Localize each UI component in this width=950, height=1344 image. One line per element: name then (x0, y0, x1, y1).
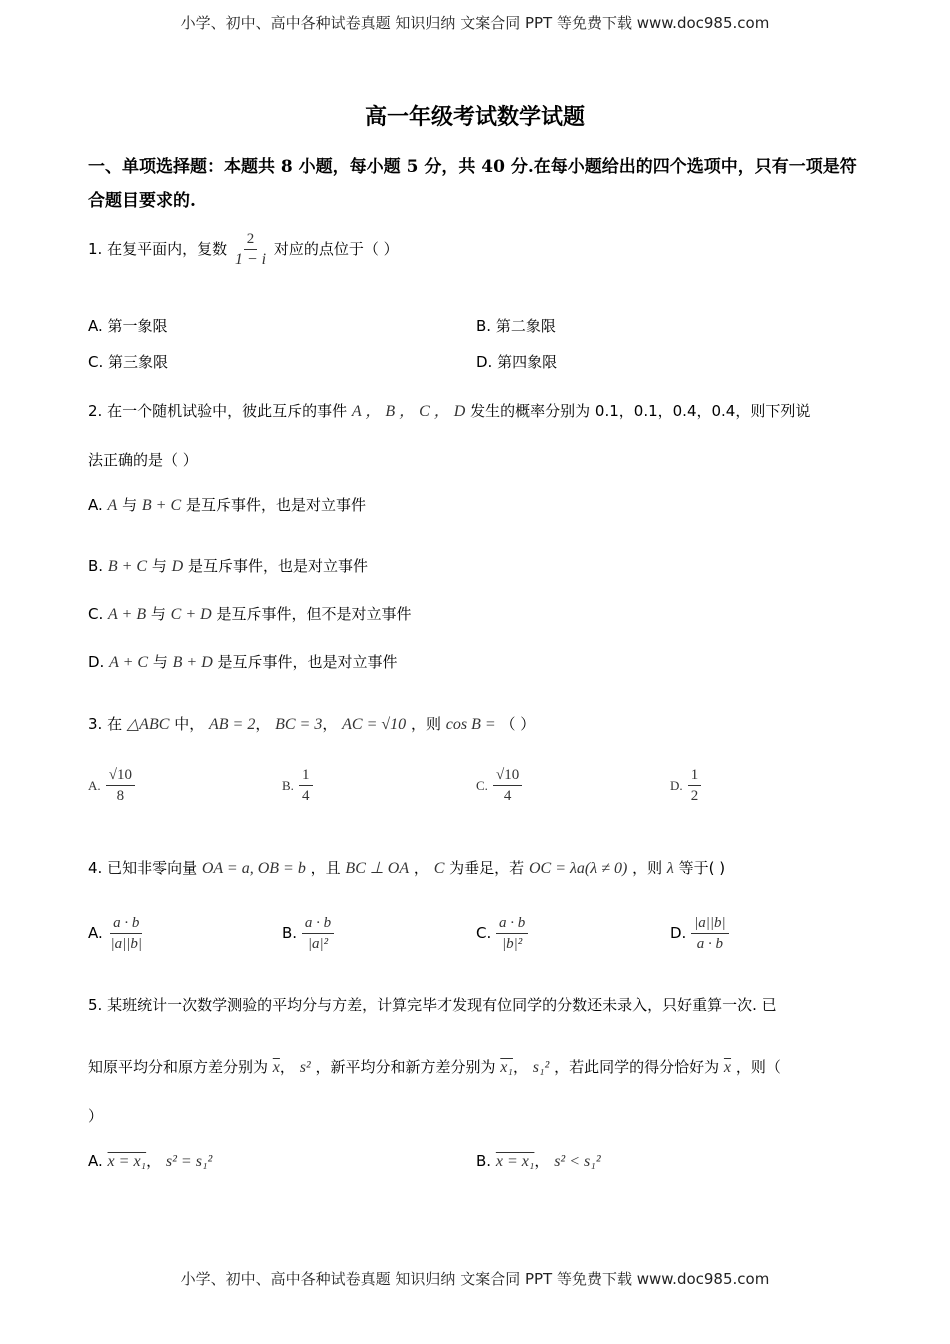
q5-text-a: 知原平均分和原方差分别为 (88, 1058, 269, 1076)
q2-option-a (88, 494, 366, 515)
q3-triangle: △ABC (126, 716, 170, 733)
q4-vectors: OA = a, OB = b (201, 860, 306, 877)
q5-xbar-2: $\overline{x}$ (723, 1059, 732, 1076)
q5-b-label: B. (476, 1152, 492, 1170)
exam-title: 高一年级考试数学试题 (364, 104, 585, 130)
q3-option-a (88, 766, 135, 805)
q4-c-num: a · b (496, 914, 528, 934)
q1-option-d: D. 第四象限 (476, 353, 558, 371)
q1-frac-num: 2 (244, 230, 258, 250)
q2-b-math2: D (171, 558, 184, 575)
q4-a-frac (108, 914, 146, 953)
q3-a-label: A. (88, 778, 101, 793)
q1-option-a: A. 第一象限 (88, 317, 168, 335)
q2-a-mid: 与 (122, 496, 138, 514)
q5-b-sep: ， (534, 1152, 550, 1170)
q5-option-b (476, 1150, 601, 1171)
q4-stem-and: ，且 (310, 859, 341, 877)
q3-d-den: 2 (690, 788, 699, 804)
q2-b-mid: 与 (151, 557, 167, 575)
q4-b-label: B. (282, 924, 298, 942)
q4-comma: ， (413, 859, 429, 877)
q3-d-label: D. (670, 778, 683, 793)
q5-s1-squared: s₁² (532, 1059, 550, 1076)
q5-text-c: ，若此同学的得分恰好为 (554, 1058, 720, 1076)
q2-c-math2: C + D (170, 606, 212, 623)
q3-stem-mid: 中， (174, 715, 205, 733)
q1-option-c: C. 第三象限 (88, 353, 169, 371)
q2-a-math2: B + C (141, 497, 182, 514)
q3-cosb: cos B = (445, 716, 496, 733)
q3-a-frac (106, 766, 135, 805)
q4-stem: 4. 已知非零向量 (88, 859, 198, 877)
q3-ab: AB = 2 (208, 716, 256, 733)
q2-stem-end: 法正确的是（ ） (88, 451, 198, 469)
q2-a-math1: A (107, 497, 118, 514)
q4-option-a (88, 914, 145, 953)
q5-a-label: A. (88, 1152, 103, 1170)
q2-b-text: 是互斥事件，也是对立事件 (188, 557, 369, 575)
page-footer: 小学、初中、高中各种试卷真题 知识归纳 文案合同 PPT 等免费下载 www.doc985.com (180, 1270, 770, 1288)
q4-b-frac (302, 914, 334, 953)
q3-c-label: C. (476, 778, 488, 793)
q3-option-b (282, 766, 313, 805)
q4-c-label: C. (476, 924, 492, 942)
q3-c-den: 4 (503, 788, 512, 804)
q4-d-den: a · b (696, 936, 723, 952)
q5-line-2: 知原平均分和原方差分别为 $\overline{x}$， s² ，新平均分和新方差分别为 x₁， s₁² ，若此同学的得分恰好为 $\overline{x}$ ，则（ (88, 1058, 781, 1076)
q5-text-d: ，则（ (735, 1058, 781, 1076)
question-2 (88, 398, 810, 421)
q5-xbar: $\overline{x}$ (272, 1059, 280, 1076)
question-1 (88, 230, 399, 269)
q4-perp: BC ⊥ OA (345, 860, 410, 877)
q2-d-label: D. (88, 653, 105, 671)
q2-d-math1: A + C (109, 654, 149, 671)
q3-option-d (670, 766, 701, 805)
q1-frac-den: 1 − i (234, 251, 267, 268)
q4-b-num: a · b (302, 914, 334, 934)
q2-c-math1: A + B (108, 606, 147, 623)
q1-fraction (232, 230, 269, 269)
q4-a-num: a · b (110, 914, 142, 934)
q5-b-math1: x = x₁ (495, 1153, 535, 1170)
q5-a-math2: s² = s₁² (165, 1153, 213, 1170)
q1-stem: 1. 在复平面内，复数 (88, 240, 228, 258)
q2-d-math2: B + D (172, 654, 213, 671)
question-3: 3. 在 △ABC 中， AB = 2， BC = 3， AC = √10 ，则 cos B = （ ） (88, 715, 536, 733)
q3-paren: （ ） (500, 715, 536, 733)
q3-d-frac (688, 766, 702, 805)
q2-stem: 2. 在一个随机试验中，彼此互斥的事件 (88, 402, 348, 420)
q4-d-label: D. (670, 924, 687, 942)
q4-option-c (476, 914, 528, 953)
q4-c-den: |b|² (502, 936, 523, 952)
q5-a-sep: ， (146, 1152, 162, 1170)
q3-b-den: 4 (302, 788, 310, 804)
q2-stem-mid: 发生的概率分别为 0.1，0.1，0.4，0.4，则下列说 (470, 402, 811, 420)
q3-b-frac (299, 766, 313, 805)
q3-a-den: 8 (116, 788, 125, 804)
q2-d-text: 是互斥事件，也是对立事件 (217, 653, 398, 671)
q2-c-text: 是互斥事件，但不是对立事件 (216, 605, 412, 623)
q5-line-3: ） (88, 1107, 104, 1125)
q4-a-den: |a||b| (110, 936, 143, 952)
q3-c-num: √10 (493, 766, 522, 786)
q1-option-b: B. 第二象限 (476, 317, 556, 335)
question-4 (88, 857, 725, 878)
q3-a-num: √10 (106, 766, 135, 786)
q4-d-frac (691, 914, 729, 953)
q2-option-c (88, 603, 412, 624)
q4-option-b (282, 914, 334, 953)
q4-stem-end: 等于( ) (678, 859, 726, 877)
question-5: 5. 某班统计一次数学测验的平均分与方差，计算完毕才发现有位同学的分数还未录入，只好重算一次. 已 (88, 996, 777, 1014)
q3-option-c (476, 766, 522, 805)
q3-b-num: 1 (299, 766, 313, 786)
page-header: 小学、初中、高中各种试卷真题 知识归纳 文案合同 PPT 等免费下载 www.doc985.com (180, 14, 770, 32)
q5-s-squared: s² (299, 1059, 311, 1076)
q3-ac: AC = √10 (342, 716, 407, 733)
q2-c-mid: 与 (150, 605, 166, 623)
q5-b-math2: s² < s₁² (554, 1153, 601, 1170)
q4-stem-then: ，则 (632, 859, 663, 877)
q4-stem-foot: 为垂足，若 (449, 859, 525, 877)
q2-a-label: A. (88, 496, 103, 514)
q2-d-mid: 与 (152, 653, 168, 671)
q3-b-label: B. (282, 778, 294, 793)
q4-c-frac (496, 914, 528, 953)
q2-events: A ， B ， C ， D (351, 403, 466, 420)
q3-bc: BC = 3 (275, 716, 323, 733)
q3-stem: 3. 在 (88, 715, 123, 733)
q5-a-math1: x = x₁ (107, 1153, 147, 1170)
q2-b-label: B. (88, 557, 104, 575)
q4-lambda: λ (666, 860, 674, 877)
q5-text-b: ，新平均分和新方差分别为 (315, 1058, 496, 1076)
q4-oc: OC = λa(λ ≠ 0) (528, 860, 628, 877)
q2-option-b (88, 555, 368, 576)
q2-option-d (88, 651, 398, 672)
q3-c-frac (493, 766, 522, 805)
q2-b-math1: B + C (107, 558, 148, 575)
q2-a-text: 是互斥事件，也是对立事件 (185, 496, 366, 514)
q2-c-label: C. (88, 605, 104, 623)
q4-a-label: A. (88, 924, 103, 942)
q4-d-num: |a||b| (691, 914, 729, 934)
q5-x1bar: x₁ (500, 1059, 513, 1076)
section-heading: 一、单项选择题：本题共 8 小题，每小题 5 分，共 40 分.在每小题给出的四个选项中，只有一项是符合题目要求的. (88, 157, 857, 211)
q1-stem-end: 对应的点位于（ ） (273, 240, 399, 258)
q3-stem-then: ，则 (410, 715, 441, 733)
q5-option-a (88, 1150, 212, 1171)
q4-b-den: |a|² (307, 936, 329, 952)
q3-d-num: 1 (688, 766, 702, 786)
q4-option-d (670, 914, 729, 953)
q4-point-c: C (433, 860, 445, 877)
